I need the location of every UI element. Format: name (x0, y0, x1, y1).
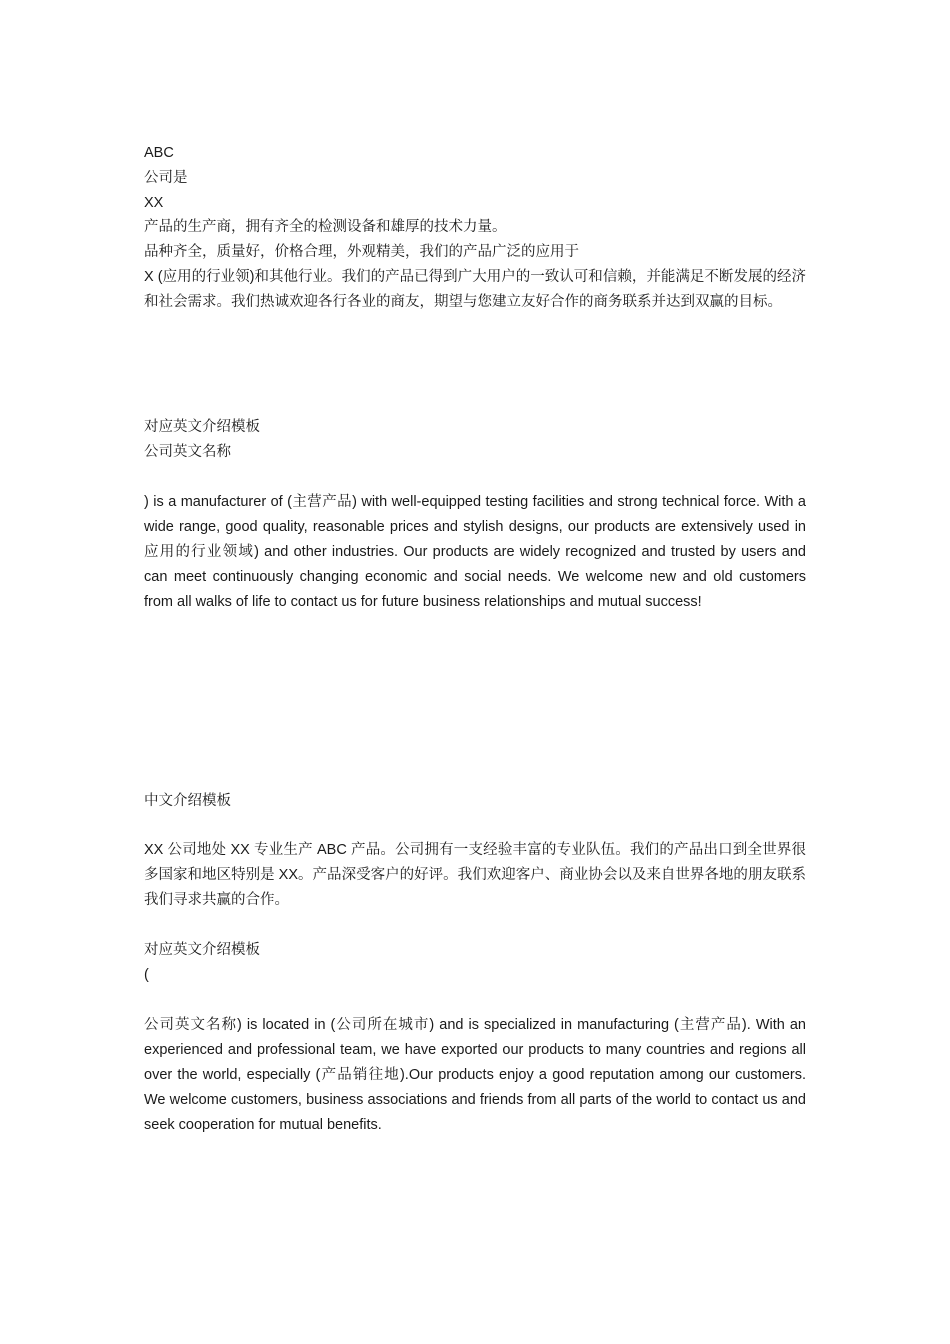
producer-line: 产品的生产商，拥有齐全的检测设备和雄厚的技术力量。 (144, 219, 507, 235)
application-paragraph: X (应用的行业领)和其他行业。我们的产品已得到广大用户的一致认可和信赖，并能满足不断发展的经济和社会需求。我们热诚欢迎各行各业的商友，期望与您建立友好合作的商务联系并达到双赢的目标。 (144, 269, 806, 310)
english-intro-paragraph-2: 公司英文名称) is located in (公司所在城市) and is specialized in manufacturing (主营产品). With an experienced and professional team, we have exported our products to many countries and regions all over the world, especially (产品销往地).Our products enjoy a good reputation among our customers. We welcome customers, business associations and friends from all parts of the world to contact us and seek cooperation for mutual benefits. (144, 1017, 806, 1133)
variety-line: 品种齐全，质量好，价格合理，外观精美，我们的产品广泛的应用于 (144, 244, 579, 260)
company-is-text: 公司是 (144, 170, 188, 186)
company-english-name-label: 公司英文名称 (144, 444, 231, 460)
english-template-heading: 对应英文介绍模板 (144, 419, 260, 435)
english-template-heading-2: 对应英文介绍模板 (144, 942, 260, 958)
company-abc-text: ABC (144, 145, 174, 161)
open-paren-text: ( (144, 967, 149, 983)
english-intro-paragraph: ) is a manufacturer of (主营产品) with well-equipped testing facilities and strong technical force. With a wide range, good quality, reasonable prices and stylish designs, our products are extensively used in 应用的行业领域) and other industries. Our products are widely recognized and trusted by users and can meet continuously changing economic and social needs. We welcome new and old customers from all walks of life to contact us for future business relationships and mutual success! (144, 494, 806, 610)
chinese-template-heading: 中文介绍模板 (144, 793, 231, 809)
product-xx-text: XX (144, 195, 164, 211)
chinese-intro-paragraph: XX 公司地处 XX 专业生产 ABC 产品。公司拥有一支经验丰富的专业队伍。我们的产品出口到全世界很多国家和地区特别是 XX。产品深受客户的好评。我们欢迎客户、商业协会以及来自世界各地的朋友联系我们寻求共赢的合作。 (144, 842, 806, 908)
